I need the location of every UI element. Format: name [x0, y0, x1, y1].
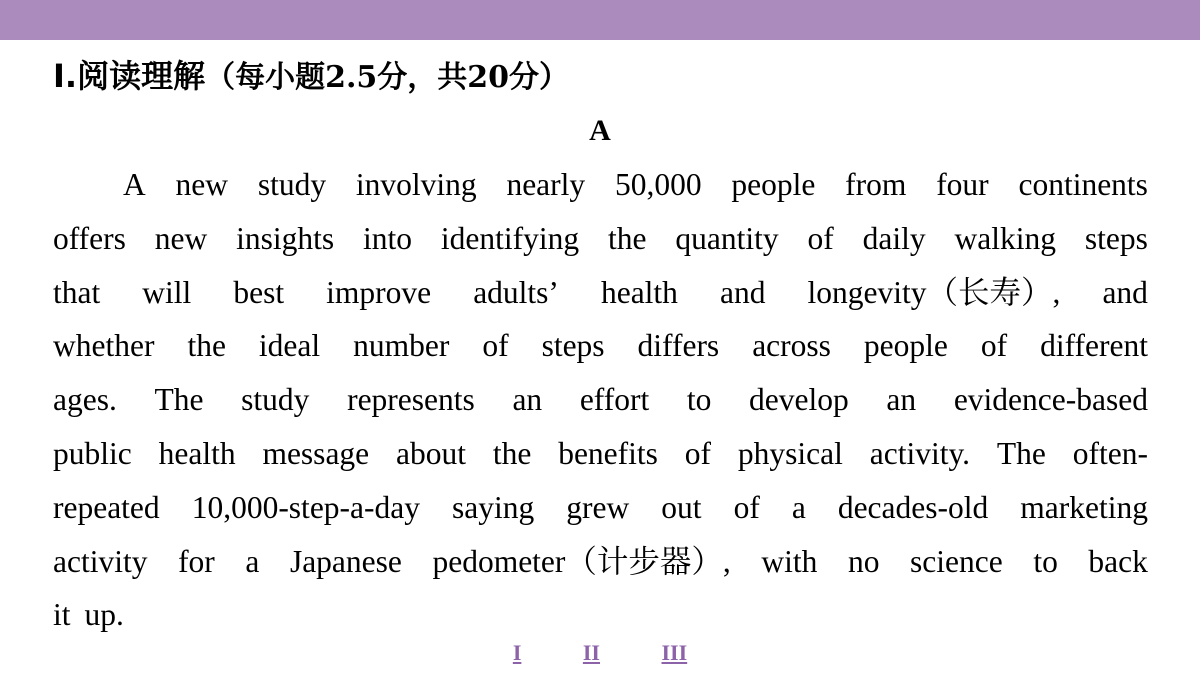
passage-word: best — [233, 274, 285, 310]
passage-word: often- — [1072, 435, 1148, 471]
passage-word: activity. — [869, 435, 971, 471]
passage-word: to — [1033, 543, 1058, 579]
passage-word: repeated — [53, 489, 160, 525]
passage-word: longevity（长寿）, — [807, 274, 1061, 311]
passage-word: the — [608, 220, 647, 256]
passage-word: adults’ — [473, 274, 559, 310]
passage-word: a — [791, 489, 806, 525]
passage-word: health — [158, 435, 236, 471]
passage-word: new — [175, 167, 229, 202]
passage-word: continents — [1018, 167, 1148, 202]
passage-word: ages. — [53, 382, 117, 418]
passage-word: an — [886, 382, 917, 418]
passage-word: benefits — [558, 435, 658, 471]
section-heading-sub: （每小题2.5分，共20分） — [205, 60, 570, 95]
passage-word: up. — [84, 597, 124, 633]
passage-word: nearly — [506, 167, 586, 202]
passage-line — [53, 535, 1148, 589]
passage-word: grew — [566, 489, 630, 525]
passage-line — [53, 158, 1148, 212]
passage-word: and — [1102, 274, 1148, 310]
passage-word: the — [492, 435, 532, 471]
passage-word: represents — [347, 382, 475, 418]
passage-word: and — [719, 274, 766, 310]
passage-word: new — [154, 220, 208, 256]
passage-word: from — [845, 167, 907, 202]
passage-word: public — [53, 435, 132, 471]
passage-word: study — [257, 167, 327, 202]
passage-word: daily — [862, 220, 926, 256]
passage-word: science — [910, 543, 1003, 579]
passage-word: into — [363, 220, 413, 256]
passage-word: develop — [749, 382, 849, 418]
passage-word: evidence-based — [953, 382, 1148, 418]
passage-word: a — [245, 543, 260, 579]
pager — [0, 638, 1200, 668]
passage-word: steps — [541, 328, 605, 364]
passage-word: study — [241, 382, 310, 418]
passage-word: of — [980, 328, 1008, 364]
passage-word: pedometer（计步器）, — [432, 543, 731, 580]
passage-word: across — [752, 328, 831, 364]
passage-word: an — [512, 382, 543, 418]
passage-line — [53, 319, 1148, 373]
passage-word: people — [863, 328, 948, 364]
passage-word: different — [1040, 328, 1148, 364]
section-heading-main: I.阅读理解 — [53, 57, 206, 95]
passage-word: The — [154, 382, 204, 418]
passage-line — [53, 212, 1148, 266]
passage-line — [53, 427, 1148, 481]
passage-line — [53, 266, 1148, 320]
passage-word: 10,000-step-a-day — [191, 489, 420, 525]
passage-word: insights — [236, 220, 335, 256]
passage-word: 50,000 — [614, 167, 702, 202]
passage-word: saying — [452, 489, 535, 525]
passage-word: Japanese — [289, 543, 402, 579]
passage-word: effort — [579, 382, 650, 418]
passage-word: of — [684, 435, 712, 471]
top-banner — [0, 0, 1200, 40]
section-heading — [53, 56, 569, 98]
passage-word: people — [731, 167, 816, 202]
passage-word: offers — [53, 220, 126, 256]
passage-word: about — [396, 435, 466, 471]
passage-word: whether — [53, 328, 155, 364]
passage-body — [53, 158, 1148, 642]
passage-word: the — [187, 328, 226, 364]
passage-word: steps — [1084, 220, 1148, 256]
passage-word: ideal — [258, 328, 321, 364]
passage-word: it — [53, 597, 71, 633]
passage-line — [53, 481, 1148, 535]
passage-word: involving — [355, 167, 477, 202]
passage-word: physical — [737, 435, 843, 471]
passage-word: marketing — [1020, 489, 1148, 525]
passage-line — [53, 373, 1148, 427]
passage-word: of — [733, 489, 760, 525]
passage-word: for — [178, 543, 215, 579]
passage-word: improve — [326, 274, 432, 310]
passage-word: to — [686, 382, 712, 418]
passage-word: identifying — [440, 220, 580, 256]
passage-word: activity — [53, 543, 148, 579]
pager-link-2[interactable]: II — [582, 640, 600, 665]
passage-word: back — [1088, 543, 1148, 579]
passage-word: of — [482, 328, 509, 364]
passage-word: walking — [954, 220, 1056, 256]
passage-line — [53, 588, 1148, 642]
passage-word: message — [262, 435, 370, 471]
passage-word: will — [142, 274, 192, 310]
passage-word: quantity — [675, 220, 779, 256]
passage-word: of — [807, 220, 834, 256]
pager-link-1[interactable]: I — [512, 640, 522, 665]
passage-word: with — [761, 543, 818, 579]
passage-word: number — [353, 328, 450, 364]
passage-word: four — [936, 167, 989, 202]
passage-title: A — [589, 114, 611, 147]
passage-word: differs — [637, 328, 720, 364]
passage-word: health — [600, 274, 678, 310]
passage-word: out — [661, 489, 702, 525]
passage-word: no — [847, 543, 880, 579]
passage-word: The — [996, 435, 1046, 471]
pager-link-3[interactable]: III — [661, 640, 688, 665]
passage-word: that — [53, 274, 101, 310]
passage-word: A — [123, 167, 146, 202]
passage-word: decades-old — [837, 489, 989, 525]
